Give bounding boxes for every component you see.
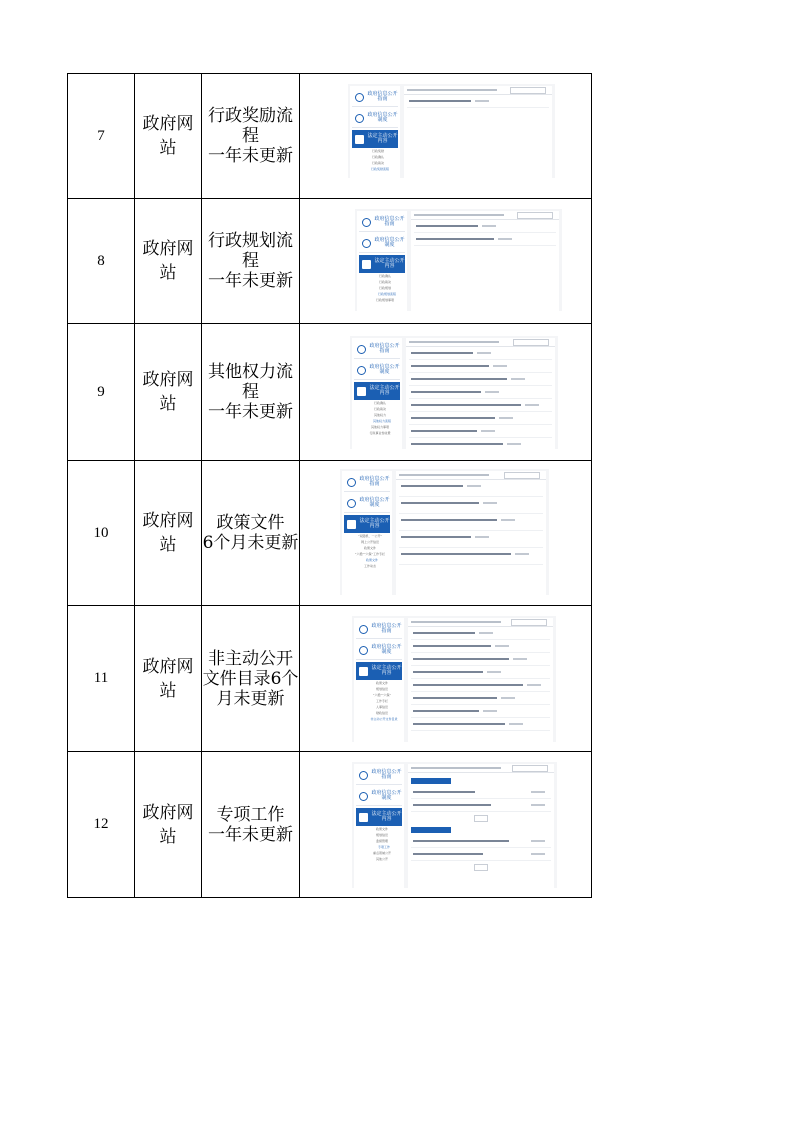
list-item	[409, 360, 552, 373]
search-box	[512, 765, 548, 772]
list-item	[409, 386, 552, 399]
sidebar-block	[352, 109, 398, 128]
sidebar-subitem: 行政确认	[371, 155, 384, 159]
search-box	[513, 339, 549, 346]
sidebar-subitem: 人事信息	[375, 705, 388, 709]
sidebar-active-label: 法定主动公开内容	[367, 133, 398, 144]
list-item-date	[487, 671, 501, 673]
evidence-screenshot	[352, 762, 557, 888]
list-item-date	[511, 378, 525, 380]
sidebar-active-label: 法定主动公开内容	[371, 811, 402, 822]
screenshot-sidebar	[354, 764, 404, 888]
sidebar-block	[356, 766, 402, 785]
source-text: 站	[159, 138, 177, 158]
list-item-date	[482, 225, 496, 227]
sidebar-block	[354, 361, 400, 380]
sidebar-subitem: 行政确认	[378, 274, 391, 278]
source-cell	[135, 74, 202, 199]
list-item-title	[413, 671, 483, 673]
list-item-title	[409, 100, 471, 102]
list-item-title	[413, 853, 483, 855]
sidebar-block-label: 政府信息公开指南	[371, 623, 402, 634]
sidebar-subitem: 其他权力	[373, 413, 386, 417]
document-icon	[359, 792, 368, 801]
list-item-title	[413, 684, 523, 686]
list-item-date	[477, 352, 491, 354]
sidebar-block-label: 政府信息公开制度	[369, 364, 400, 375]
search-box	[504, 472, 540, 479]
issue-text: 6个月未更新	[202, 533, 299, 553]
sidebar-block	[356, 620, 402, 639]
screenshot-cell	[300, 461, 592, 606]
source-cell	[135, 606, 202, 752]
list-item-date	[475, 536, 489, 538]
search-box	[511, 619, 547, 626]
list-item-date	[525, 404, 539, 406]
sidebar-subitem: 监督管理	[375, 839, 388, 843]
screenshot-cell	[300, 606, 592, 752]
sidebar-subitem: 政策文件	[363, 546, 376, 550]
sidebar-subitem: 行政裁决	[378, 280, 391, 284]
breadcrumb-text	[411, 621, 501, 623]
sidebar-active-label: 法定主动公开内容	[371, 665, 402, 676]
sidebar-block	[344, 494, 390, 513]
compass-icon	[347, 478, 356, 487]
sidebar-active-block	[344, 515, 390, 533]
sidebar-active-block	[356, 662, 402, 680]
sidebar-subitem: 政策文件	[375, 681, 388, 685]
sidebar-active-block	[352, 130, 398, 148]
row-number: 8	[68, 199, 135, 324]
table-row	[68, 606, 592, 752]
list-item	[409, 412, 552, 425]
list-item-title	[416, 225, 478, 227]
source-text: 政府网	[142, 802, 194, 823]
issue-text: 程	[242, 126, 259, 146]
list-item-title	[413, 658, 509, 660]
screenshot-sidebar	[350, 86, 400, 178]
document-icon	[359, 646, 368, 655]
list-item-title	[411, 352, 473, 354]
breadcrumb-text	[411, 767, 501, 769]
list-item-title	[413, 697, 497, 699]
screenshot-sidebar	[352, 338, 402, 449]
table-row	[68, 324, 592, 461]
list-item	[399, 497, 543, 514]
list-item	[411, 848, 551, 861]
list-item	[399, 548, 543, 565]
issue-cell	[202, 606, 300, 752]
table-row	[68, 199, 592, 324]
list-item	[407, 95, 549, 108]
sidebar-active-label: 法定主动公开内容	[369, 385, 400, 396]
list-item-date	[475, 100, 489, 102]
list-item-date	[501, 697, 515, 699]
sidebar-subitem: 其他公开	[375, 857, 388, 861]
issue-cell	[202, 324, 300, 461]
list-item-date	[507, 443, 521, 445]
row-number: 10	[68, 461, 135, 606]
sidebar-subitem: 其他权力流程	[372, 419, 391, 423]
list-item-date	[499, 417, 513, 419]
more-button	[474, 864, 488, 871]
list-item-title	[411, 417, 495, 419]
compass-icon	[355, 93, 364, 102]
source-text: 政府网	[142, 114, 194, 134]
sidebar-subitem: “双随机、一公开”	[357, 534, 383, 538]
sidebar-subitem: 工作专栏	[375, 699, 388, 703]
list-item-date	[498, 238, 512, 240]
list-item	[409, 438, 552, 449]
source-text: 政府网	[142, 370, 194, 390]
issue-text: 月未更新	[216, 688, 285, 709]
sidebar-subitem: 行政裁决	[373, 407, 386, 411]
list-item-date	[515, 553, 529, 555]
list-item-date	[481, 430, 495, 432]
screenshot-breadcrumb	[406, 338, 555, 347]
list-item-date	[531, 853, 545, 855]
list-item	[411, 799, 551, 812]
document-icon	[362, 239, 371, 248]
sidebar-block-label: 政府信息公开指南	[371, 769, 402, 780]
sidebar-subitem: 行政确认	[373, 401, 386, 405]
list-item-date	[479, 632, 493, 634]
sidebar-subitem: 政策文件	[375, 827, 388, 831]
list-item-title	[401, 553, 511, 555]
issue-text: 一年未更新	[208, 824, 293, 845]
sidebar-subitem: 行政奖励	[371, 149, 384, 153]
list-item	[411, 835, 551, 848]
list-item	[411, 679, 550, 692]
sidebar-block-label: 政府信息公开制度	[371, 644, 402, 655]
list-item-title	[401, 536, 471, 538]
issue-text: 一年未更新	[208, 402, 293, 422]
compass-icon	[362, 218, 371, 227]
sidebar-block	[359, 213, 405, 232]
issue-text: 程	[242, 382, 259, 402]
screenshot-cell	[300, 324, 592, 461]
source-text: 站	[159, 263, 177, 283]
list-item-date	[513, 658, 527, 660]
table-row	[68, 752, 592, 898]
list-item	[411, 653, 550, 666]
list-item-title	[411, 430, 477, 432]
sidebar-subitem: 非主动公开文件目录	[370, 717, 398, 721]
list-item-date	[527, 684, 541, 686]
issue-cell	[202, 752, 300, 898]
source-text: 站	[159, 680, 177, 701]
screenshot-cell	[300, 74, 592, 199]
sidebar-subitem: 行政事业性收费	[369, 431, 391, 435]
sidebar-subitem: 财政信息	[375, 711, 388, 715]
search-box	[510, 87, 546, 94]
issue-text: 其他权力流	[208, 362, 293, 382]
source-cell	[135, 199, 202, 324]
list-item-title	[411, 365, 489, 367]
list-item-date	[483, 502, 497, 504]
list-item-title	[413, 804, 491, 806]
source-text: 站	[159, 535, 177, 555]
sidebar-block-label: 政府信息公开制度	[374, 237, 405, 248]
screenshot-breadcrumb	[396, 471, 546, 480]
list-item	[409, 399, 552, 412]
list-icon	[362, 260, 371, 269]
list-item-title	[411, 404, 521, 406]
list-icon	[359, 813, 368, 822]
list-item	[411, 692, 550, 705]
list-item-date	[509, 723, 523, 725]
list-item	[399, 531, 543, 548]
list-item-title	[413, 840, 509, 842]
list-item-title	[401, 485, 463, 487]
screenshot-breadcrumb	[408, 764, 554, 773]
list-icon	[359, 667, 368, 676]
sidebar-block-label: 政府信息公开指南	[374, 216, 405, 227]
row-number: 12	[68, 752, 135, 898]
list-item-date	[531, 791, 545, 793]
list-item-title	[413, 710, 479, 712]
source-text: 政府网	[142, 239, 194, 259]
issue-text: 行政规划流	[208, 231, 293, 251]
sidebar-subitem: 重点领域公开	[372, 851, 391, 855]
sidebar-subitem: 其他权力事项	[370, 425, 389, 429]
issue-text: 程	[242, 251, 259, 271]
list-item-title	[413, 723, 505, 725]
list-item-date	[531, 804, 545, 806]
issue-text: 文件目录6个	[202, 668, 299, 689]
sidebar-active-label: 法定主动公开内容	[359, 518, 390, 529]
sidebar-block	[356, 787, 402, 806]
compass-icon	[357, 345, 366, 354]
issue-cell	[202, 461, 300, 606]
list-item-title	[413, 791, 475, 793]
row-number: 11	[68, 606, 135, 752]
list-item-title	[413, 632, 475, 634]
table-row	[68, 461, 592, 606]
list-item	[414, 233, 556, 246]
list-item-date	[467, 485, 481, 487]
screenshot-content-panel	[396, 471, 546, 595]
issue-text: 专项工作	[216, 804, 285, 825]
sidebar-block	[359, 234, 405, 253]
list-item	[411, 705, 550, 718]
report-table	[67, 73, 592, 898]
search-box	[517, 212, 553, 219]
sidebar-subitem: 工作动态	[363, 564, 376, 568]
list-item	[411, 666, 550, 679]
section-header	[411, 827, 451, 833]
sidebar-subitem: 专项工作	[377, 845, 390, 849]
list-item	[399, 480, 543, 497]
source-cell	[135, 461, 202, 606]
list-item-title	[413, 645, 491, 647]
sidebar-active-block	[354, 382, 400, 400]
list-item-date	[483, 710, 497, 712]
source-text: 站	[159, 826, 177, 847]
sidebar-block-label: 政府信息公开指南	[367, 91, 398, 102]
screenshot-content-panel	[404, 86, 552, 178]
list-item-date	[495, 645, 509, 647]
list-item-title	[411, 391, 481, 393]
list-item	[414, 220, 556, 233]
sidebar-subitem: 行政裁决	[371, 161, 384, 165]
list-item	[399, 514, 543, 531]
sidebar-block-label: 政府信息公开指南	[369, 343, 400, 354]
sidebar-subitem: 政策文件	[365, 558, 378, 562]
sidebar-block-label: 政府信息公开制度	[359, 497, 390, 508]
sidebar-block-label: 政府信息公开制度	[367, 112, 398, 123]
sidebar-subitem: “六稳”“六保”工作专栏	[354, 552, 386, 556]
issue-text: 一年未更新	[208, 146, 293, 166]
sidebar-block-label: 政府信息公开指南	[359, 476, 390, 487]
section-header	[411, 778, 451, 784]
list-item	[411, 718, 550, 731]
sidebar-subitem: 行政规划流程	[377, 292, 396, 296]
list-item	[411, 627, 550, 640]
sidebar-subitem: 行政规划	[378, 286, 391, 290]
evidence-screenshot	[340, 469, 549, 595]
screenshot-content-panel	[408, 764, 554, 888]
list-item	[409, 425, 552, 438]
more-button	[474, 815, 488, 822]
breadcrumb-text	[399, 474, 489, 476]
list-item	[411, 786, 551, 799]
screenshot-content-panel	[408, 618, 553, 742]
row-number: 7	[68, 74, 135, 199]
screenshot-breadcrumb	[411, 211, 559, 220]
issue-cell	[202, 199, 300, 324]
sidebar-subitem: 规划信息	[375, 687, 388, 691]
screenshot-cell	[300, 199, 592, 324]
row-number: 9	[68, 324, 135, 461]
screenshot-breadcrumb	[404, 86, 552, 95]
list-item	[409, 347, 552, 360]
screenshot-cell	[300, 752, 592, 898]
list-item-title	[401, 519, 497, 521]
list-icon	[347, 520, 356, 529]
issue-text: 非主动公开	[208, 648, 293, 669]
breadcrumb-text	[407, 89, 497, 91]
sidebar-subitem: “六稳”“六保”	[372, 693, 392, 697]
issue-text: 行政奖励流	[208, 106, 293, 126]
list-item-title	[411, 443, 503, 445]
sidebar-block	[344, 473, 390, 492]
list-item-date	[531, 840, 545, 842]
document-icon	[355, 114, 364, 123]
list-icon	[355, 135, 364, 144]
sidebar-block-label: 政府信息公开制度	[371, 790, 402, 801]
evidence-screenshot	[350, 336, 558, 449]
sidebar-block	[356, 641, 402, 660]
list-item	[409, 373, 552, 386]
breadcrumb-text	[414, 214, 504, 216]
sidebar-active-block	[359, 255, 405, 273]
screenshot-sidebar	[354, 618, 404, 742]
sidebar-block	[354, 340, 400, 359]
sidebar-active-block	[356, 808, 402, 826]
source-text: 政府网	[142, 656, 194, 677]
sidebar-subitem: 行政奖励流程	[370, 167, 389, 171]
source-cell	[135, 752, 202, 898]
document-icon	[347, 499, 356, 508]
breadcrumb-text	[409, 341, 499, 343]
screenshot-content-panel	[406, 338, 555, 449]
screenshot-sidebar	[342, 471, 392, 595]
document-icon	[357, 366, 366, 375]
list-item-title	[416, 238, 494, 240]
list-item-title	[411, 378, 507, 380]
list-item-date	[493, 365, 507, 367]
list-item	[411, 640, 550, 653]
sidebar-active-label: 法定主动公开内容	[374, 258, 405, 269]
evidence-screenshot	[352, 616, 556, 742]
issue-text: 政策文件	[216, 513, 285, 533]
source-cell	[135, 324, 202, 461]
issue-cell	[202, 74, 300, 199]
screenshot-breadcrumb	[408, 618, 553, 627]
screenshot-content-panel	[411, 211, 559, 311]
compass-icon	[359, 625, 368, 634]
sidebar-subitem: 网上公开信息	[360, 540, 379, 544]
table-row	[68, 74, 592, 199]
evidence-screenshot	[355, 209, 562, 311]
sidebar-block	[352, 88, 398, 107]
compass-icon	[359, 771, 368, 780]
source-text: 政府网	[142, 511, 194, 531]
list-item-date	[501, 519, 515, 521]
list-item-title	[401, 502, 479, 504]
source-text: 站	[159, 394, 177, 414]
issue-text: 一年未更新	[208, 271, 293, 291]
screenshot-sidebar	[357, 211, 407, 311]
sidebar-subitem: 规划信息	[375, 833, 388, 837]
sidebar-subitem: 行政规划事项	[375, 298, 394, 302]
list-item-date	[485, 391, 499, 393]
evidence-screenshot	[348, 84, 555, 178]
list-icon	[357, 387, 366, 396]
